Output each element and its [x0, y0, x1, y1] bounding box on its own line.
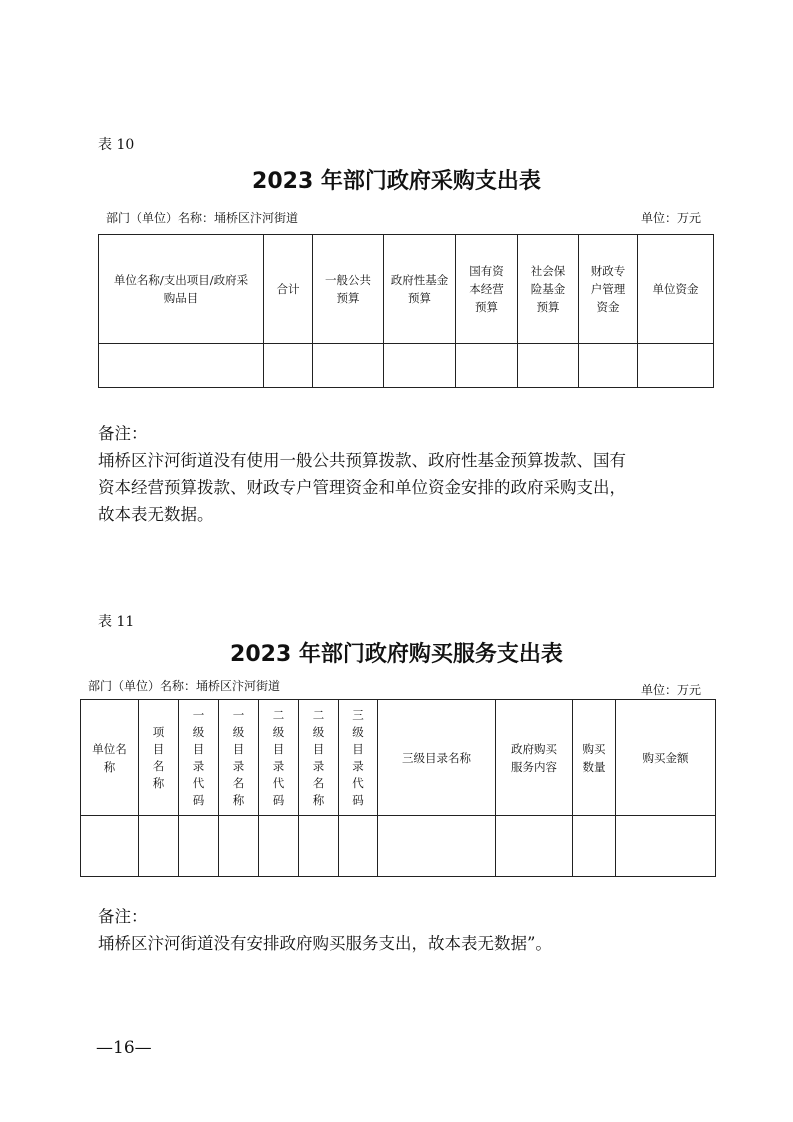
header-cell: 购买数量 [573, 700, 616, 816]
table10-note-title: 备注： [98, 424, 148, 443]
header-cell: 三级目录代码 [339, 700, 378, 816]
header-cell: 一级目录代码 [179, 700, 219, 816]
header-cell: 购买金额 [616, 700, 716, 816]
header-cell: 合计 [264, 235, 313, 344]
table10-unit: 单位：万元 [641, 211, 702, 225]
header-cell: 财政专户管理资金 [579, 235, 638, 344]
header-cell: 政府购买服务内容 [496, 700, 573, 816]
table11 [80, 699, 716, 877]
table10-title: 2023 年部门政府采购支出表 [252, 169, 541, 194]
header-cell: 社会保险基金预算 [518, 235, 579, 344]
table10 [98, 234, 714, 388]
header-cell: 一般公共预算 [313, 235, 384, 344]
header-cell: 二级目录名称 [299, 700, 339, 816]
table10-note-line: 埇桥区汴河街道没有使用一般公共预算拨款、政府性基金预算拨款、国有 [98, 451, 626, 470]
table11-note-title: 备注： [98, 907, 148, 926]
table11-unit: 单位：万元 [641, 683, 702, 697]
table10-note-line: 故本表无数据。 [98, 505, 214, 524]
table11-title: 2023 年部门政府购买服务支出表 [230, 642, 563, 667]
page-number: —16— [96, 1038, 152, 1058]
table10-note-line: 资本经营预算拨款、财政专户管理资金和单位资金安排的政府采购支出， [98, 478, 626, 497]
header-cell: 二级目录代码 [259, 700, 299, 816]
header-cell: 三级目录名称 [378, 700, 496, 816]
table11-empty-row [81, 816, 716, 877]
table11-label: 表 11 [98, 614, 135, 630]
header-cell: 单位名称/支出项目/政府采购品目 [99, 235, 264, 344]
table10-header-row [99, 235, 714, 344]
table10-dept: 部门（单位）名称：埇桥区汴河街道 [106, 211, 299, 225]
header-cell: 一级目录名称 [219, 700, 259, 816]
table11-header-row [81, 700, 716, 816]
header-cell: 单位资金 [638, 235, 714, 344]
table10-empty-row [99, 344, 714, 388]
header-cell: 政府性基金预算 [384, 235, 456, 344]
table11-note-line: 埇桥区汴河街道没有安排政府购买服务支出，故本表无数据”。 [98, 934, 552, 953]
header-cell: 项目名称 [139, 700, 179, 816]
table11-dept: 部门（单位）名称：埇桥区汴河街道 [88, 679, 281, 693]
table10-label: 表 10 [98, 137, 135, 153]
header-cell: 国有资本经营预算 [456, 235, 518, 344]
header-cell: 单位名称 [81, 700, 139, 816]
